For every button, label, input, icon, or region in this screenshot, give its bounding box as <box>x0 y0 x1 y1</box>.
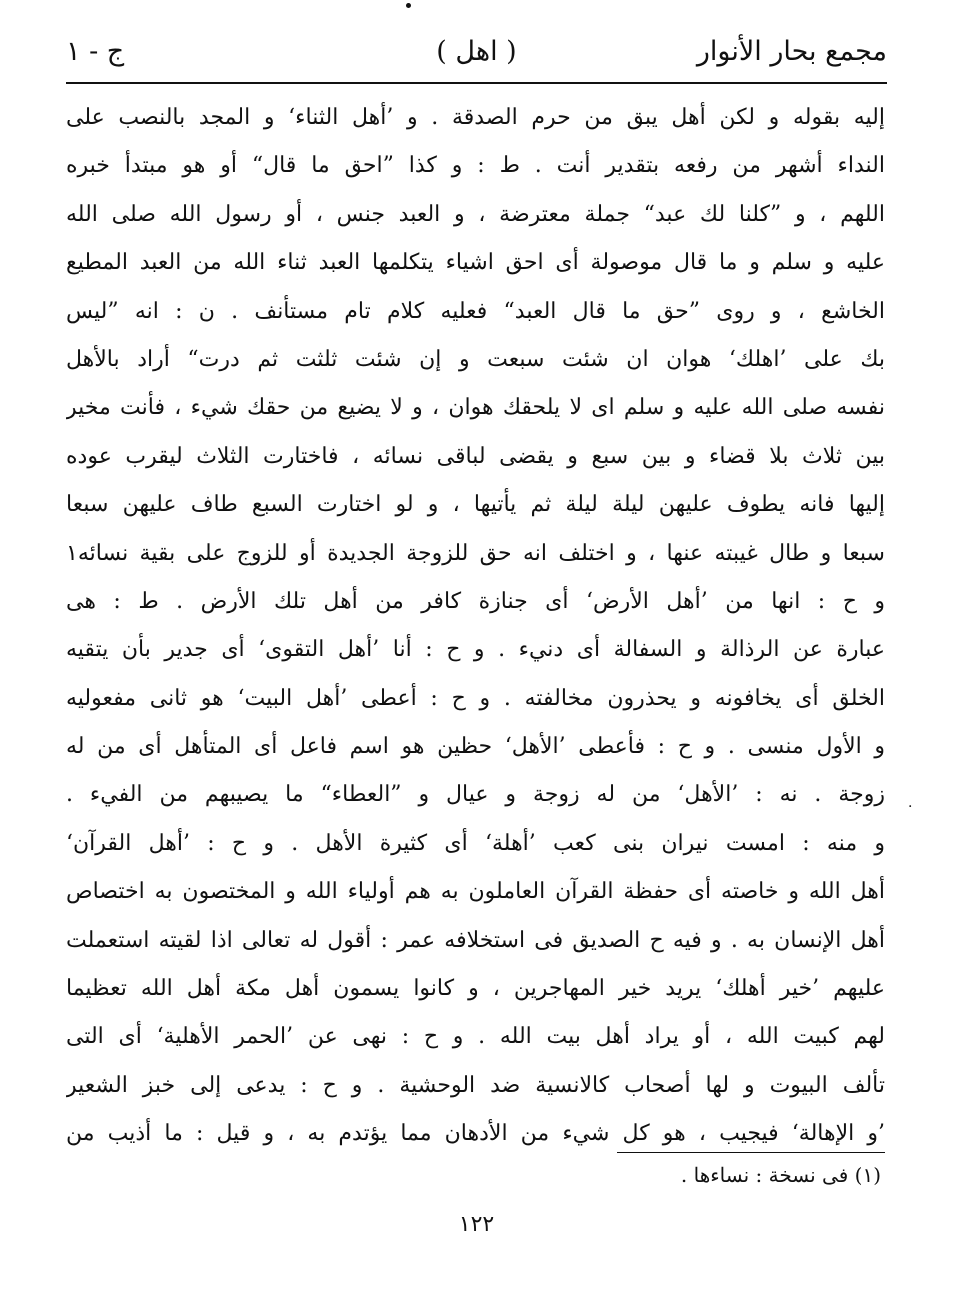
text-line: عليهم ’خير أهلك‘ يريد خير المهاجرين ، و كانوا يسمون أهل مكة أهل الله تعظيما <box>66 976 885 1002</box>
text-line: سبعا و طال غيبته عنها ، و اختلف انه حق للزوجة الجديدة أو للزوج على بقية نسائه١ <box>66 540 885 566</box>
text-line: و ح : انها من ’أهل الأرض‘ أى جنازة كافر من أهل تلك الأرض . ط : هى <box>66 588 885 614</box>
header-rule <box>66 82 887 84</box>
footnote: (١) فى نسخة : نساءها . <box>680 1163 881 1187</box>
text-line: و منه : امست نيران بنى كعب ’أهلة‘ أى كثيرة الأهل . و ح : ’أهل القرآن‘ <box>66 830 885 856</box>
text-line: لهم كبيت الله ، أو يراد أهل بيت الله . و ح : نهى عن ’الحمر الأهلية‘ أى التى <box>66 1024 885 1050</box>
text-line: إليه بقوله و لكن أهل يبق من حرم الصدقة . و ’أهل الثناء‘ و المجد بالنصب على <box>66 105 885 130</box>
book-title: مجمع بحار الأنوار <box>696 36 887 67</box>
ink-dot <box>406 3 411 8</box>
running-header <box>66 30 887 80</box>
text-line: و الأول منسى . و ح : فأعطى ’الأهل‘ حظين هو اسم فاعل أى المتأهل أى من له <box>66 734 885 760</box>
entry-word: ( اهل ) <box>436 36 517 67</box>
text-line: نفسه صلى الله عليه و سلم اى لا يلحقك هوان ، و لا يضيع من حقك شيء ، فأنت مخير <box>66 395 885 421</box>
text-line: إليها فانه يطوف عليهن ليلة ليلة ثم يأتيها ، و لو اختارت السبع طاف عليهن سبعا <box>66 492 885 518</box>
text-line: تألف البيوت و لها أصحاب كالانسية ضد الوحشية . و ح : يدعى إلى خبز الشعير <box>66 1072 885 1098</box>
volume-number: ج - ١ <box>66 36 125 67</box>
text-line: بك على ’اهلك‘ هوان ان شئت سبعت و إن شئت ثلثت ثم درت“ أراد بالأهل <box>66 346 885 372</box>
text-line: أهل الإنسان به . و فيه ح الصديق فى استخلافه عمر : أقول له تعالى اذا لقيته استعملت <box>66 927 885 953</box>
margin-mark: · <box>908 799 913 815</box>
footnote-rule <box>617 1152 885 1153</box>
text-line: عليه و سلم و ما قال موصولة أى احق اشياء يتكلمها العبد ثناء الله من العبد المطيع <box>66 250 885 276</box>
body-text <box>66 94 885 1159</box>
text-line: النداء أشهر من رفعه بتقدير أنت . ط : و كذا ”احق ما قال“ أو هو مبتدأ خبره <box>66 153 885 179</box>
text-line: اللهم ، و ”كلنا لك عبد“ جملة معترضة ، و العبد جنس ، أو رسول الله صلى الله <box>66 201 885 227</box>
text-line: الخاشع ، و روى ”حق ما قال العبد“ فعليه كلام تام مستأنف . ن : انه ”ليس <box>66 298 885 324</box>
text-line: عبارة عن الرذالة و السفالة أى دنيء . و ح : أنا ’أهل التقوى‘ أى جدير بأن يتقيه <box>66 637 885 663</box>
text-line: الخلق أى يخافونه و يحذرون مخالفته . و ح : أعطى ’أهل البيت‘ هو ثانى مفعوليه <box>66 685 885 711</box>
text-line: بين ثلاث بلا قضاء و بين سبع و يقضى لباقى نسائه ، فاختارت الثلاث ليقرب عوده <box>66 443 885 469</box>
text-line: ’و الإهالة‘ فيجيب ، هو كل شيء من الأدهان مما يؤتدم به ، و قيل : ما أذيب من <box>66 1121 885 1147</box>
text-line: زوجة . نه : ’الأهل‘ من له زوجة و عيال و ”العطاء“ ما يصيبهم من الفيء . <box>66 782 885 808</box>
page-number: ١٢٢ <box>458 1212 495 1237</box>
text-line: أهل الله و خاصته أى حفظة القرآن العاملون به هم أولياء الله و المختصون به اختصاص <box>66 879 885 905</box>
